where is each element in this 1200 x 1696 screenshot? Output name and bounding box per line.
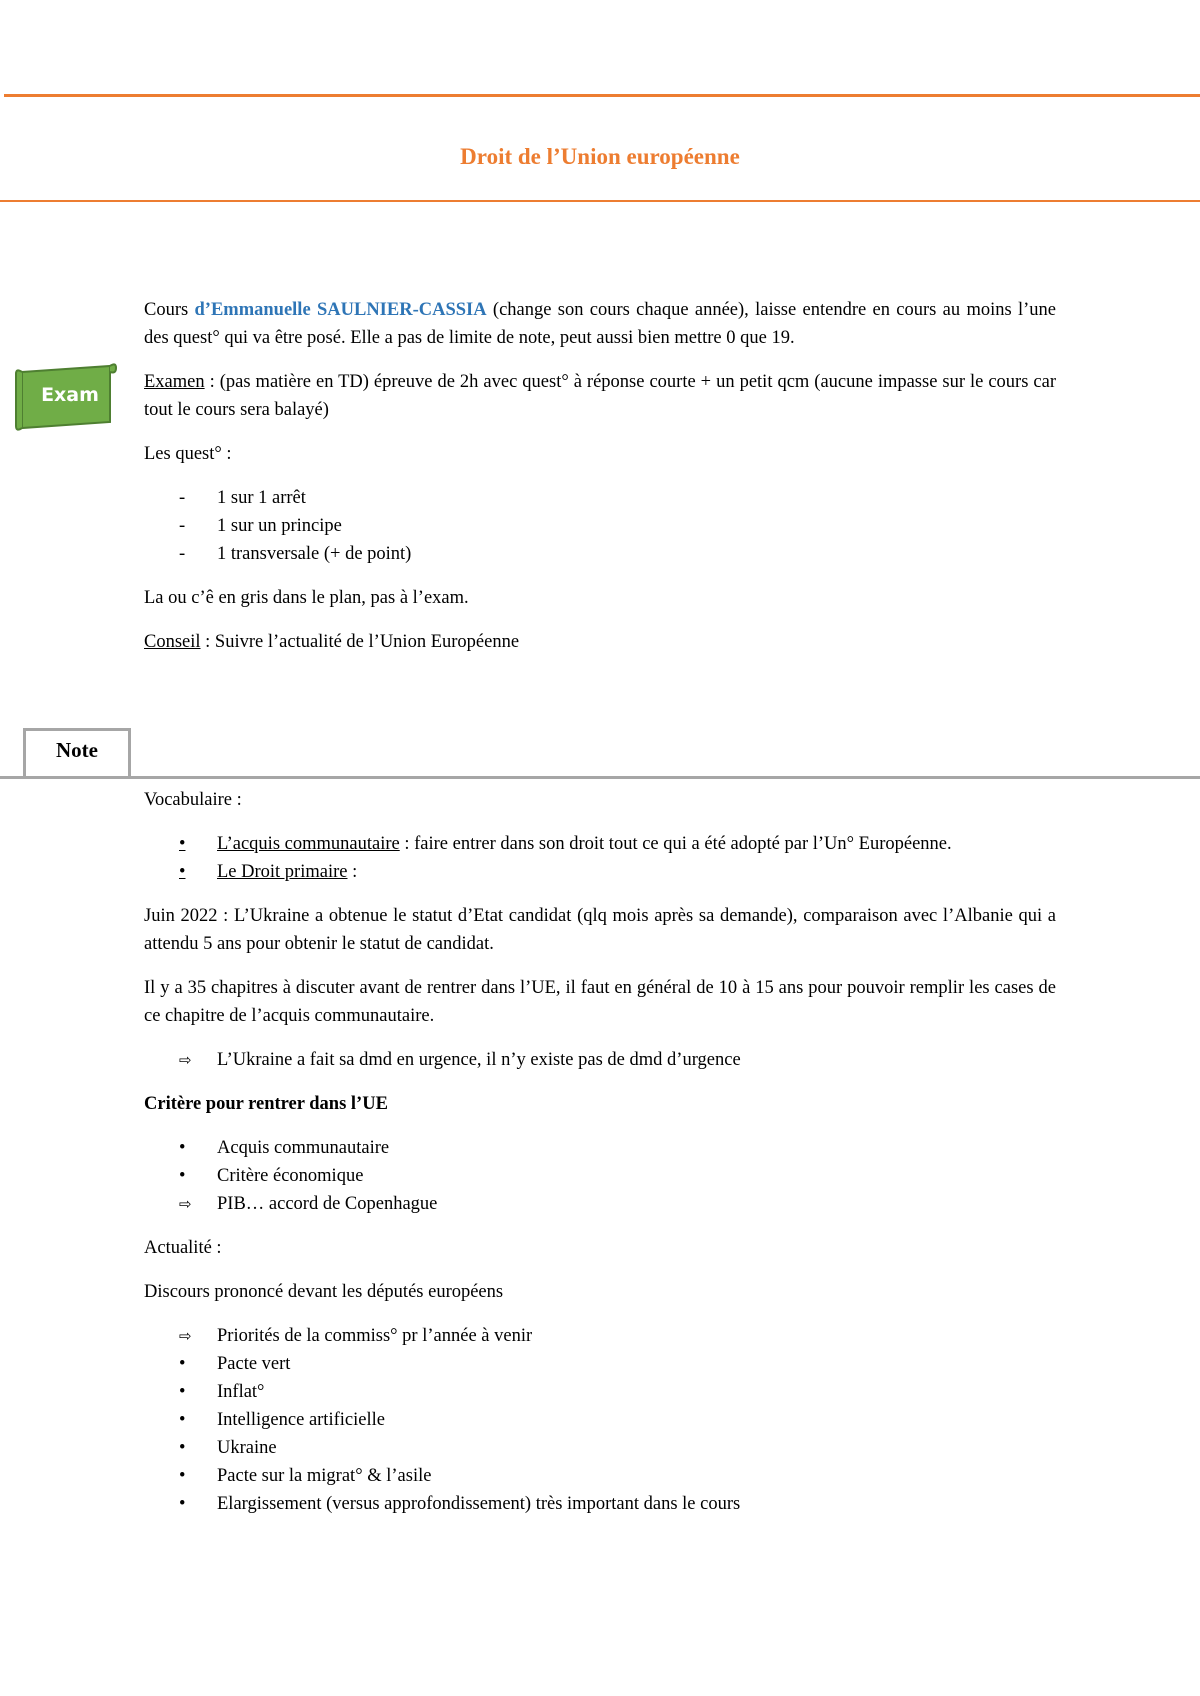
bullet-marker [179, 858, 203, 886]
dash-marker [179, 484, 203, 512]
list-item: • Intelligence artificielle [144, 1406, 1056, 1434]
note-label: Note [56, 738, 98, 762]
dash-marker [179, 512, 203, 540]
note-divider [0, 776, 1200, 779]
page-title: Droit de l’Union européenne [460, 144, 740, 169]
list-item: • Pacte vert [144, 1350, 1056, 1378]
list-item: • Inflat° [144, 1378, 1056, 1406]
advice-term: Conseil [144, 632, 201, 652]
bullet-marker [179, 1462, 203, 1490]
list-item: • Elargissement (versus approfondissement) très important dans le cours [144, 1490, 1056, 1518]
vocab-term: Le Droit primaire [217, 862, 348, 882]
chapters-paragraph: Il y a 35 chapitres à discuter avant de rentrer dans l’UE, il faut en général de 10 à 15 ans pour pouvoir remplir les cases de ce chapitre de l’acquis communautaire. [144, 978, 1056, 1026]
criteria-list [144, 1134, 1056, 1218]
header-bottom-rule [0, 200, 1200, 202]
list-item: • Acquis communautaire [144, 1134, 1056, 1162]
vocab-heading: Vocabulaire : [144, 790, 242, 810]
advice-paragraph: Conseil : Suivre l’actualité de l’Union Européenne [144, 632, 520, 652]
news-heading: Actualité : [144, 1238, 222, 1258]
list-item: - 1 transversale (+ de point) [144, 540, 1056, 568]
exam-paragraph: Examen : (pas matière en TD) épreuve de 2h avec quest° à réponse courte + un petit qcm (aucune impasse sur le cours car tout le cours sera balayé) [144, 372, 1056, 420]
list-item: • L’acquis communautaire : faire entrer dans son droit tout ce qui a été adopté par l’Un° Européenne. [144, 830, 1056, 858]
list-item: • Ukraine [144, 1434, 1056, 1462]
vocab-term: L’acquis communautaire [217, 834, 400, 854]
ukraine-paragraph: Juin 2022 : L’Ukraine a obtenue le statut d’Etat candidat (qlq mois après sa demande), comparaison avec l’Albanie qui a attendu 5 ans pour obtenir le statut de candidat. [144, 906, 1056, 954]
questions-heading: Les quest° : [144, 444, 232, 464]
list-item: • Critère économique [144, 1162, 1056, 1190]
list-item: - 1 sur un principe [144, 512, 1056, 540]
bullet-marker [179, 1162, 203, 1190]
bullet-marker [179, 1490, 203, 1518]
grey-plan-note: La ou c’ê en gris dans le plan, pas à l’exam. [144, 588, 469, 608]
bullet-marker [179, 1134, 203, 1162]
arrow-right-icon [179, 1046, 203, 1074]
bullet-marker [179, 1434, 203, 1462]
urgency-list [144, 1046, 1056, 1074]
bullet-marker [179, 830, 203, 858]
list-item: • Pacte sur la migrat° & l’asile [144, 1462, 1056, 1490]
vocab-list [144, 830, 1056, 886]
list-item: ⇨ PIB… accord de Copenhague [144, 1190, 1056, 1218]
intro-section [144, 296, 1056, 672]
list-item: - 1 sur 1 arrêt [144, 484, 1056, 512]
list-item: ⇨ L’Ukraine a fait sa dmd en urgence, il n’y existe pas de dmd d’urgence [144, 1046, 1056, 1074]
note-section [144, 786, 1056, 1534]
criteria-heading: Critère pour rentrer dans l’UE [144, 1094, 388, 1114]
list-item: ⇨ Priorités de la commiss° pr l’année à venir [144, 1322, 1056, 1350]
bullet-marker [179, 1350, 203, 1378]
list-item: • Le Droit primaire : [144, 858, 1056, 886]
course-intro-paragraph: Cours d’Emmanuelle SAULNIER-CASSIA (change son cours chaque année), laisse entendre en cours au moins l’une des quest° qui va être posé. Elle a pas de limite de note, peut aussi bien mettre 0 que 19. [144, 300, 1057, 348]
exam-term: Examen [144, 372, 205, 392]
bullet-marker [179, 1378, 203, 1406]
exam-badge-label: Exam [41, 384, 99, 406]
arrow-right-icon [179, 1190, 203, 1218]
author-name: d’Emmanuelle SAULNIER-CASSIA [194, 300, 487, 320]
speech-paragraph: Discours prononcé devant les députés européens [144, 1282, 504, 1302]
arrow-right-icon [179, 1322, 203, 1350]
bullet-marker [179, 1406, 203, 1434]
questions-list [144, 484, 1056, 568]
speech-list [144, 1322, 1056, 1518]
dash-marker [179, 540, 203, 568]
header-top-rule [4, 94, 1200, 97]
